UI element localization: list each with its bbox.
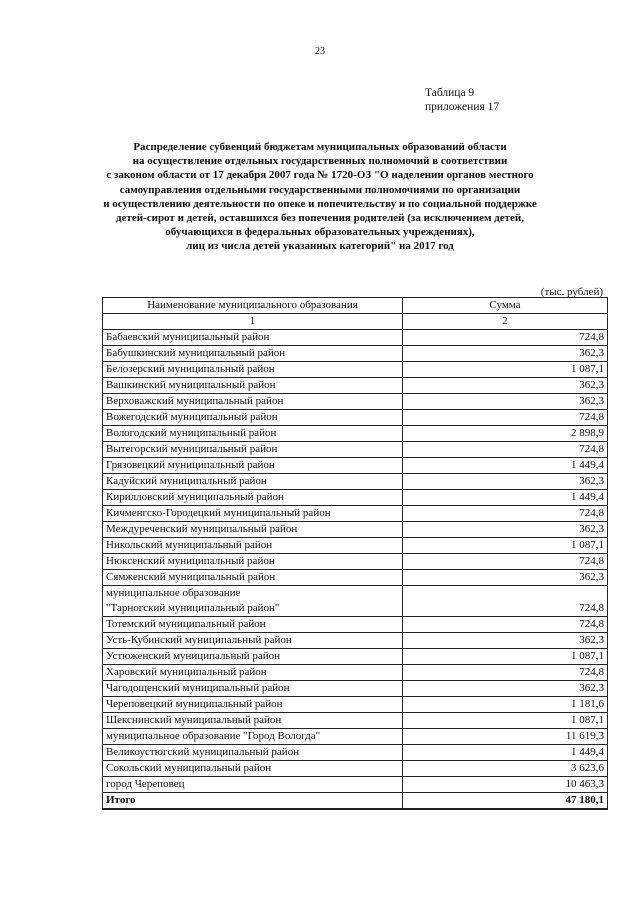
amount-value: 724,8: [403, 617, 608, 633]
column-header-sum: Сумма: [403, 298, 608, 314]
amount-value: 724,8: [403, 410, 608, 426]
table-row: [103, 570, 608, 586]
title-line: лиц из числа детей указанных категорий" на 2017 год: [186, 240, 454, 253]
table-header-row: [103, 298, 608, 314]
amount-value: 362,3: [403, 378, 608, 394]
municipality-name: Сямженский муниципальный район: [103, 570, 403, 586]
appendix-label: приложения 17: [425, 101, 500, 113]
municipality-name: Харовский муниципальный район: [103, 665, 403, 681]
amount-value: 724,8: [403, 665, 608, 681]
total-value: 47 180,1: [403, 793, 608, 810]
amount-value: 362,3: [403, 570, 608, 586]
table-row: [103, 474, 608, 490]
municipality-name: Чагодощенский муниципальный район: [103, 681, 403, 697]
column-header-name: Наименование муниципального образования: [103, 298, 403, 314]
column-number: 1: [103, 314, 403, 330]
municipality-name: Вологодский муниципальный район: [103, 426, 403, 442]
amount-value: 362,3: [403, 394, 608, 410]
amount-value: 1 181,6: [403, 697, 608, 713]
municipality-name: Никольский муниципальный район: [103, 538, 403, 554]
municipality-name: Бабушкинский муниципальный район: [103, 346, 403, 362]
municipality-name: Кирилловский муниципальный район: [103, 490, 403, 506]
amount-value: 724,8: [403, 554, 608, 570]
table-label: Таблица 9: [425, 87, 475, 99]
amount-value: 2 898,9: [403, 426, 608, 442]
amount-value: 362,3: [403, 681, 608, 697]
table-row: [103, 761, 608, 777]
table-row: [103, 394, 608, 410]
municipality-name: Вытегорский муниципальный район: [103, 442, 403, 458]
amount-value: 362,3: [403, 346, 608, 362]
table-row: [103, 362, 608, 378]
amount-value: 1 087,1: [403, 713, 608, 729]
municipality-name: Великоустюгский муниципальный район: [103, 745, 403, 761]
document-title: [85, 140, 555, 254]
table-row: [103, 649, 608, 665]
table-row: [103, 713, 608, 729]
municipality-name: город Череповец: [103, 777, 403, 793]
table-header-number-row: [103, 314, 608, 330]
municipality-name: Кадуйский муниципальный район: [103, 474, 403, 490]
title-line: Распределение субвенций бюджетам муниципальных образований области: [133, 141, 507, 153]
amount-value: 724,8: [403, 586, 608, 617]
municipality-name: Кичменгско-Городецкий муниципальный район: [103, 506, 403, 522]
table-row: [103, 346, 608, 362]
amount-value: 362,3: [403, 474, 608, 490]
table-row: [103, 665, 608, 681]
municipality-name: муниципальное образование "Город Вологда": [103, 729, 403, 745]
table-row: [103, 458, 608, 474]
table-row: [103, 554, 608, 570]
page-number: 23: [315, 46, 325, 57]
municipality-name: Вашкинский муниципальный район: [103, 378, 403, 394]
amount-value: 11 619,3: [403, 729, 608, 745]
amount-value: 1 087,1: [403, 362, 608, 378]
municipality-name: Вожегодский муниципальный район: [103, 410, 403, 426]
municipality-name: Верховажский муниципальный район: [103, 394, 403, 410]
municipality-name: Белозерский муниципальный район: [103, 362, 403, 378]
municipality-name: Междуреченский муниципальный район: [103, 522, 403, 538]
table-reference: [425, 86, 499, 114]
title-line: самоуправления отдельными государственными полномочиями по организации: [119, 183, 521, 196]
municipality-name: Шекснинский муниципальный район: [103, 713, 403, 729]
table-row: [103, 506, 608, 522]
table-row: [103, 633, 608, 649]
amount-value: 1 087,1: [403, 649, 608, 665]
table-row: [103, 426, 608, 442]
municipality-name: Грязовецкий муниципальный район: [103, 458, 403, 474]
amount-value: 724,8: [403, 442, 608, 458]
table-row: [103, 617, 608, 633]
amount-value: 1 449,4: [403, 458, 608, 474]
table-row: [103, 729, 608, 745]
amount-value: 3 623,6: [403, 761, 608, 777]
table-row: [103, 490, 608, 506]
municipality-name: Устюженский муниципальный район: [103, 649, 403, 665]
total-label: Итого: [103, 793, 403, 810]
amount-value: 724,8: [403, 330, 608, 346]
municipality-name: Бабаевский муниципальный район: [103, 330, 403, 346]
municipality-name: Усть-Кубинский муниципальный район: [103, 633, 403, 649]
table-row: [103, 410, 608, 426]
amount-value: 1 087,1: [403, 538, 608, 554]
title-line: детей-сирот и детей, оставшихся без попечения родителей (за исключением детей,: [115, 212, 525, 225]
table-row: [103, 538, 608, 554]
table-row: [103, 697, 608, 713]
table-row: [103, 777, 608, 793]
title-line: и осуществлению деятельности по опеке и попечительству и по социальной поддержке: [103, 197, 537, 210]
amount-value: 362,3: [403, 633, 608, 649]
table-row: [103, 745, 608, 761]
municipality-name: Тотемский муниципальный район: [103, 617, 403, 633]
table-row: [103, 522, 608, 538]
table-row: [103, 330, 608, 346]
table-row: [103, 442, 608, 458]
municipality-name: Сокольский муниципальный район: [103, 761, 403, 777]
amount-value: 10 463,3: [403, 777, 608, 793]
amount-value: 362,3: [403, 522, 608, 538]
subvention-table: [102, 297, 608, 810]
municipality-name: муниципальное образование "Тарногский муниципальный район": [103, 586, 403, 617]
amount-value: 1 449,4: [403, 745, 608, 761]
table-row: [103, 586, 608, 617]
total-row: [103, 793, 608, 810]
units-label: (тыс. рублей): [540, 286, 603, 298]
municipality-name: Череповецкий муниципальный район: [103, 697, 403, 713]
column-number: 2: [403, 314, 608, 330]
title-line: с законом области от 17 декабря 2007 года № 1720-ОЗ "О наделении органов местного: [106, 169, 534, 182]
table-body: [103, 330, 608, 793]
table-row: [103, 681, 608, 697]
title-line: на осуществление отдельных государственных полномочий в соответствии: [132, 155, 508, 168]
table-row: [103, 378, 608, 394]
amount-value: 724,8: [403, 506, 608, 522]
amount-value: 1 449,4: [403, 490, 608, 506]
municipality-name: Нюксенский муниципальный район: [103, 554, 403, 570]
title-line: обучающихся в федеральных образовательных учреждениях),: [165, 226, 475, 239]
